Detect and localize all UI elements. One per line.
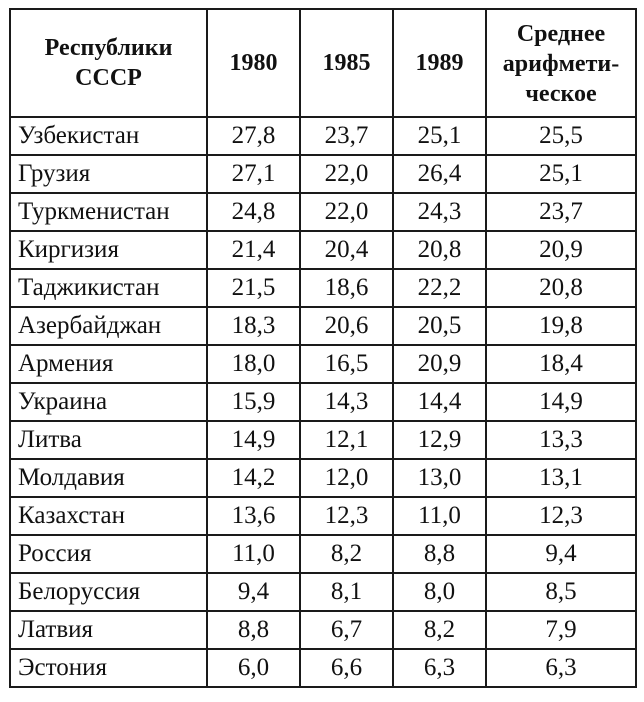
value-1985-cell: 6,6: [300, 649, 393, 687]
value-1985-cell: 18,6: [300, 269, 393, 307]
value-1985-cell: 12,1: [300, 421, 393, 459]
table-row: [10, 383, 636, 421]
value-1985-cell: 20,4: [300, 231, 393, 269]
value-1980-cell: 6,0: [207, 649, 300, 687]
republic-name-cell: Эстония: [10, 649, 207, 687]
republics-data-table: [9, 8, 637, 688]
republic-name-cell: Казахстан: [10, 497, 207, 535]
header-year-1985: 1985: [300, 9, 393, 117]
republic-name-cell: Белоруссия: [10, 573, 207, 611]
value-1989-cell: 20,8: [393, 231, 486, 269]
average-value-cell: 25,5: [486, 117, 636, 155]
table-row: [10, 269, 636, 307]
value-1989-cell: 8,0: [393, 573, 486, 611]
value-1980-cell: 13,6: [207, 497, 300, 535]
table-body: [10, 117, 636, 687]
average-value-cell: 6,3: [486, 649, 636, 687]
value-1985-cell: 8,1: [300, 573, 393, 611]
value-1985-cell: 12,0: [300, 459, 393, 497]
average-value-cell: 23,7: [486, 193, 636, 231]
value-1980-cell: 9,4: [207, 573, 300, 611]
header-republics: Республики СССР: [10, 9, 207, 117]
republic-name-cell: Латвия: [10, 611, 207, 649]
value-1989-cell: 20,9: [393, 345, 486, 383]
value-1980-cell: 14,9: [207, 421, 300, 459]
value-1989-cell: 13,0: [393, 459, 486, 497]
republic-name-cell: Азербайджан: [10, 307, 207, 345]
value-1980-cell: 24,8: [207, 193, 300, 231]
value-1985-cell: 20,6: [300, 307, 393, 345]
value-1989-cell: 12,9: [393, 421, 486, 459]
header-average-line: ческое: [525, 81, 597, 107]
value-1989-cell: 6,3: [393, 649, 486, 687]
header-year-1989: 1989: [393, 9, 486, 117]
republic-name-cell: Армения: [10, 345, 207, 383]
average-value-cell: 19,8: [486, 307, 636, 345]
value-1985-cell: 16,5: [300, 345, 393, 383]
value-1980-cell: 8,8: [207, 611, 300, 649]
average-value-cell: 13,3: [486, 421, 636, 459]
table-header: [10, 9, 636, 117]
value-1989-cell: 25,1: [393, 117, 486, 155]
value-1989-cell: 24,3: [393, 193, 486, 231]
value-1989-cell: 20,5: [393, 307, 486, 345]
value-1980-cell: 18,0: [207, 345, 300, 383]
republic-name-cell: Узбекистан: [10, 117, 207, 155]
value-1980-cell: 27,1: [207, 155, 300, 193]
average-value-cell: 12,3: [486, 497, 636, 535]
table-row: [10, 307, 636, 345]
republic-name-cell: Грузия: [10, 155, 207, 193]
value-1989-cell: 14,4: [393, 383, 486, 421]
value-1985-cell: 6,7: [300, 611, 393, 649]
header-average-line: арифмети-: [502, 51, 620, 77]
average-value-cell: 20,8: [486, 269, 636, 307]
value-1985-cell: 22,0: [300, 193, 393, 231]
table-row: [10, 117, 636, 155]
value-1985-cell: 8,2: [300, 535, 393, 573]
value-1989-cell: 26,4: [393, 155, 486, 193]
value-1980-cell: 21,4: [207, 231, 300, 269]
value-1980-cell: 18,3: [207, 307, 300, 345]
average-value-cell: 13,1: [486, 459, 636, 497]
table-row: [10, 573, 636, 611]
header-average-line: Среднее: [516, 21, 606, 47]
table-row: [10, 421, 636, 459]
table-row: [10, 345, 636, 383]
average-value-cell: 9,4: [486, 535, 636, 573]
average-value-cell: 7,9: [486, 611, 636, 649]
header-average: [486, 9, 636, 117]
value-1985-cell: 12,3: [300, 497, 393, 535]
value-1985-cell: 22,0: [300, 155, 393, 193]
value-1980-cell: 14,2: [207, 459, 300, 497]
value-1989-cell: 8,8: [393, 535, 486, 573]
table-row: [10, 535, 636, 573]
republic-name-cell: Киргизия: [10, 231, 207, 269]
table-row: [10, 459, 636, 497]
average-value-cell: 8,5: [486, 573, 636, 611]
value-1985-cell: 23,7: [300, 117, 393, 155]
value-1989-cell: 8,2: [393, 611, 486, 649]
average-value-cell: 25,1: [486, 155, 636, 193]
republic-name-cell: Таджикистан: [10, 269, 207, 307]
average-value-cell: 14,9: [486, 383, 636, 421]
value-1980-cell: 21,5: [207, 269, 300, 307]
table-row: [10, 497, 636, 535]
value-1980-cell: 11,0: [207, 535, 300, 573]
value-1980-cell: 15,9: [207, 383, 300, 421]
table-row: [10, 193, 636, 231]
value-1989-cell: 22,2: [393, 269, 486, 307]
table-row: [10, 231, 636, 269]
value-1985-cell: 14,3: [300, 383, 393, 421]
value-1980-cell: 27,8: [207, 117, 300, 155]
value-1989-cell: 11,0: [393, 497, 486, 535]
republic-name-cell: Россия: [10, 535, 207, 573]
republic-name-cell: Молдавия: [10, 459, 207, 497]
average-value-cell: 20,9: [486, 231, 636, 269]
table-row: [10, 649, 636, 687]
header-year-1980: 1980: [207, 9, 300, 117]
table-row: [10, 611, 636, 649]
republic-name-cell: Туркменистан: [10, 193, 207, 231]
republic-name-cell: Украина: [10, 383, 207, 421]
average-value-cell: 18,4: [486, 345, 636, 383]
table-row: [10, 155, 636, 193]
header-row: [10, 9, 636, 117]
republic-name-cell: Литва: [10, 421, 207, 459]
